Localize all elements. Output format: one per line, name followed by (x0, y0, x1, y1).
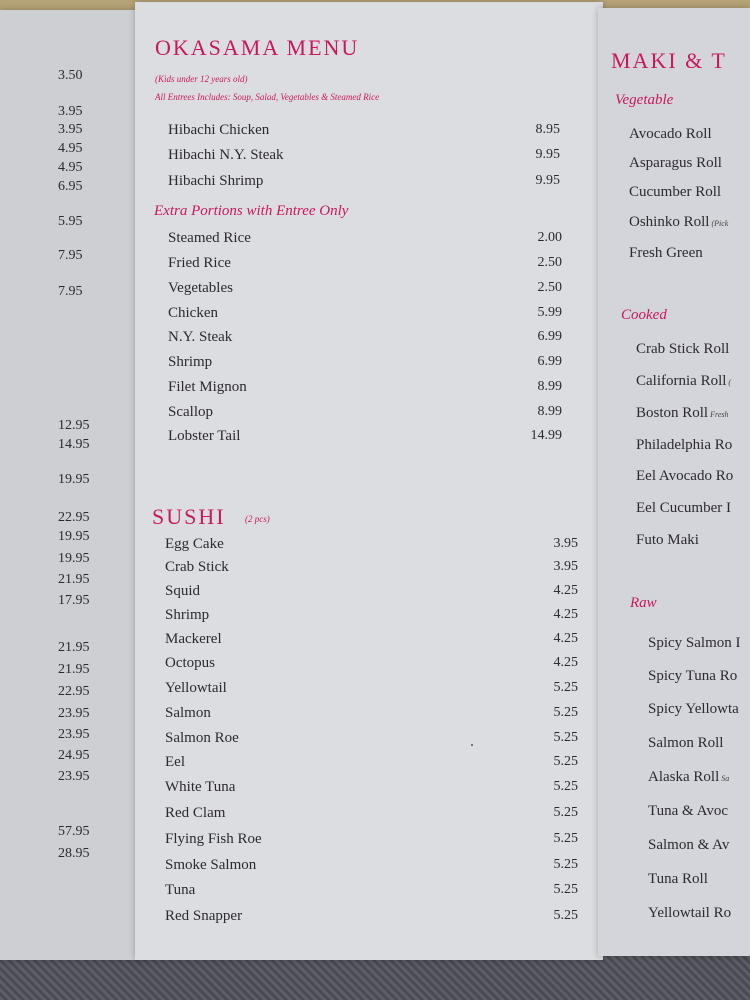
roll-item-name: Philadelphia Ro (636, 437, 733, 453)
roll-item-name: Tuna & Avoc (648, 803, 729, 819)
left-price: 12.95 (58, 418, 90, 433)
left-price: 4.95 (58, 141, 83, 156)
entree-item-price: 8.95 (535, 122, 560, 137)
sushi-item-price: 5.25 (553, 831, 578, 846)
sushi-item-name: Salmon (165, 705, 211, 721)
sushi-item-name: Crab Stick (165, 559, 229, 575)
sushi-item-price: 4.25 (553, 655, 578, 670)
maki-title: MAKI & T (611, 48, 727, 73)
sushi-item-name: Flying Fish Roe (165, 831, 262, 847)
roll-item-note: (Pick (709, 219, 729, 228)
extra-item-name: Chicken (168, 305, 218, 321)
extra-item-name: Vegetables (168, 280, 233, 296)
roll-item (629, 155, 722, 172)
sushi-item-price: 5.25 (553, 680, 578, 695)
sushi-item-price: 5.25 (553, 857, 578, 872)
sushi-item-name: White Tuna (165, 779, 236, 795)
roll-item-name: Boston Roll (636, 405, 709, 421)
roll-item-note: Fresh (708, 410, 729, 419)
roll-item-note: Sa (719, 774, 730, 783)
left-price: 4.95 (58, 160, 83, 175)
roll-item-name: Oshinko Roll (629, 214, 710, 230)
sushi-item-name: Red Clam (165, 805, 226, 821)
left-price: 23.95 (58, 769, 90, 784)
roll-item-name: California Roll (636, 373, 727, 389)
left-price: 23.95 (58, 706, 90, 721)
okasama-menu-title: OKASAMA MENU (155, 35, 360, 60)
roll-item (629, 245, 703, 262)
roll-item-note: ( (726, 378, 732, 387)
left-price: 21.95 (58, 640, 90, 655)
roll-item-name: Salmon Roll (648, 735, 724, 751)
sushi-item-name: Red Snapper (165, 908, 243, 924)
sushi-item-price: 4.25 (553, 583, 578, 598)
roll-item (648, 803, 728, 820)
roll-item (648, 837, 729, 854)
roll-item (629, 214, 728, 231)
roll-item-name: Cucumber Roll (629, 184, 722, 200)
extra-item-name: Filet Mignon (168, 379, 247, 395)
extra-item-name: Lobster Tail (168, 428, 241, 444)
roll-item (648, 905, 731, 922)
roll-item (648, 668, 737, 685)
menu-panel-left (0, 10, 145, 960)
roll-item-name: Yellowtail Ro (648, 905, 732, 921)
roll-item-name: Eel Avocado Ro (636, 468, 734, 484)
roll-item-name: Futo Maki (636, 532, 699, 548)
left-price: 21.95 (58, 572, 90, 587)
extra-portions-heading: Extra Portions with Entree Only (154, 203, 349, 219)
sushi-item-price: 4.25 (553, 631, 578, 646)
roll-item-name: Avocado Roll (629, 126, 712, 142)
left-price: 14.95 (58, 437, 90, 452)
entree-item-price: 9.95 (535, 147, 560, 162)
left-price: 17.95 (58, 593, 90, 608)
roll-item (636, 532, 699, 549)
extra-item-price: 14.99 (530, 428, 562, 443)
extra-item-price: 2.50 (537, 255, 562, 270)
vegetable-heading: Vegetable (615, 92, 674, 108)
raw-heading: Raw (630, 595, 657, 611)
sushi-item-price: 3.95 (553, 559, 578, 574)
left-price: 24.95 (58, 748, 90, 763)
roll-item-name: Asparagus Roll (629, 155, 722, 171)
roll-item (648, 769, 729, 786)
roll-item (648, 635, 741, 652)
left-price: 5.95 (58, 214, 83, 229)
roll-item (629, 126, 712, 143)
menu-panel-right (598, 8, 750, 956)
roll-item (648, 701, 739, 718)
roll-item (636, 373, 731, 390)
left-price: 3.95 (58, 122, 83, 137)
sushi-item-price: 5.25 (553, 882, 578, 897)
roll-item-name: Tuna Roll (648, 871, 708, 887)
extra-item-price: 2.50 (537, 280, 562, 295)
roll-item-name: Salmon & Av (648, 837, 730, 853)
entree-note: All Entrees Includes: Soup, Salad, Vegetables & Steamed Rice (155, 92, 380, 102)
extra-item-name: Shrimp (168, 354, 213, 370)
roll-item-name: Alaska Roll (648, 769, 720, 785)
sushi-item-name: Eel (165, 754, 185, 770)
left-price: 19.95 (58, 472, 90, 487)
left-price: 23.95 (58, 727, 90, 742)
roll-item-name: Eel Cucumber I (636, 500, 731, 516)
kids-note: (Kids under 12 years old) (155, 74, 248, 84)
sushi-pieces-note: (2 pcs) (245, 514, 270, 524)
entree-item-price: 9.95 (535, 173, 560, 188)
extra-item-price: 2.00 (537, 230, 562, 245)
sushi-item-price: 5.25 (553, 705, 578, 720)
sushi-item-name: Salmon Roe (165, 730, 239, 746)
sushi-item-name: Octopus (165, 655, 215, 671)
entree-item-name: Hibachi Chicken (168, 122, 270, 138)
sushi-item-price: 5.25 (553, 754, 578, 769)
roll-item (636, 500, 731, 517)
sushi-item-name: Shrimp (165, 607, 210, 623)
carpet-floor (0, 955, 750, 1000)
roll-item (648, 735, 723, 752)
cooked-heading: Cooked (621, 307, 667, 323)
left-price: 21.95 (58, 662, 90, 677)
sushi-title: SUSHI (152, 504, 226, 529)
sushi-item-name: Smoke Salmon (165, 857, 257, 873)
sushi-item-price: 4.25 (553, 607, 578, 622)
sushi-item-price: 3.95 (553, 536, 578, 551)
left-price: 7.95 (58, 284, 83, 299)
extra-item-name: N.Y. Steak (168, 329, 233, 345)
sushi-item-price: 5.25 (553, 730, 578, 745)
roll-item-name: Spicy Tuna Ro (648, 668, 738, 684)
sushi-item-name: Tuna (165, 882, 196, 898)
extra-item-price: 6.99 (537, 354, 562, 369)
entree-item-name: Hibachi N.Y. Steak (168, 147, 284, 163)
roll-item (629, 184, 721, 201)
roll-item (636, 468, 733, 485)
menu-panel-center (135, 2, 603, 960)
roll-item-name: Spicy Yellowta (648, 701, 739, 717)
left-price: 6.95 (58, 179, 83, 194)
extra-item-name: Scallop (168, 404, 213, 420)
extra-item-price: 5.99 (537, 305, 562, 320)
sushi-item-price: 5.25 (553, 779, 578, 794)
sushi-item-price: 5.25 (553, 805, 578, 820)
left-price: 3.50 (58, 68, 83, 83)
roll-item-name: Spicy Salmon I (648, 635, 741, 651)
roll-item (636, 405, 728, 422)
extra-item-price: 8.99 (537, 404, 562, 419)
left-price: 7.95 (58, 248, 83, 263)
roll-item-name: Crab Stick Roll (636, 341, 730, 357)
extra-item-price: 8.99 (537, 379, 562, 394)
extra-item-name: Fried Rice (168, 255, 231, 271)
left-price: 22.95 (58, 684, 90, 699)
entree-item-name: Hibachi Shrimp (168, 173, 264, 189)
left-price: 19.95 (58, 529, 90, 544)
left-price: 28.95 (58, 846, 90, 861)
left-price: 22.95 (58, 510, 90, 525)
roll-item (636, 437, 732, 454)
sushi-item-name: Squid (165, 583, 201, 599)
sushi-item-price: 5.25 (553, 908, 578, 923)
left-price: 19.95 (58, 551, 90, 566)
left-price: 57.95 (58, 824, 90, 839)
extra-item-price: 6.99 (537, 329, 562, 344)
roll-item (636, 341, 729, 358)
roll-item (648, 871, 708, 888)
sushi-item-name: Yellowtail (165, 680, 227, 696)
extra-item-name: Steamed Rice (168, 230, 251, 246)
sushi-item-name: Mackerel (165, 631, 222, 647)
left-price: 3.95 (58, 104, 83, 119)
paper-speck (471, 744, 473, 746)
roll-item-name: Fresh Green (629, 245, 703, 261)
sushi-item-name: Egg Cake (165, 536, 224, 552)
